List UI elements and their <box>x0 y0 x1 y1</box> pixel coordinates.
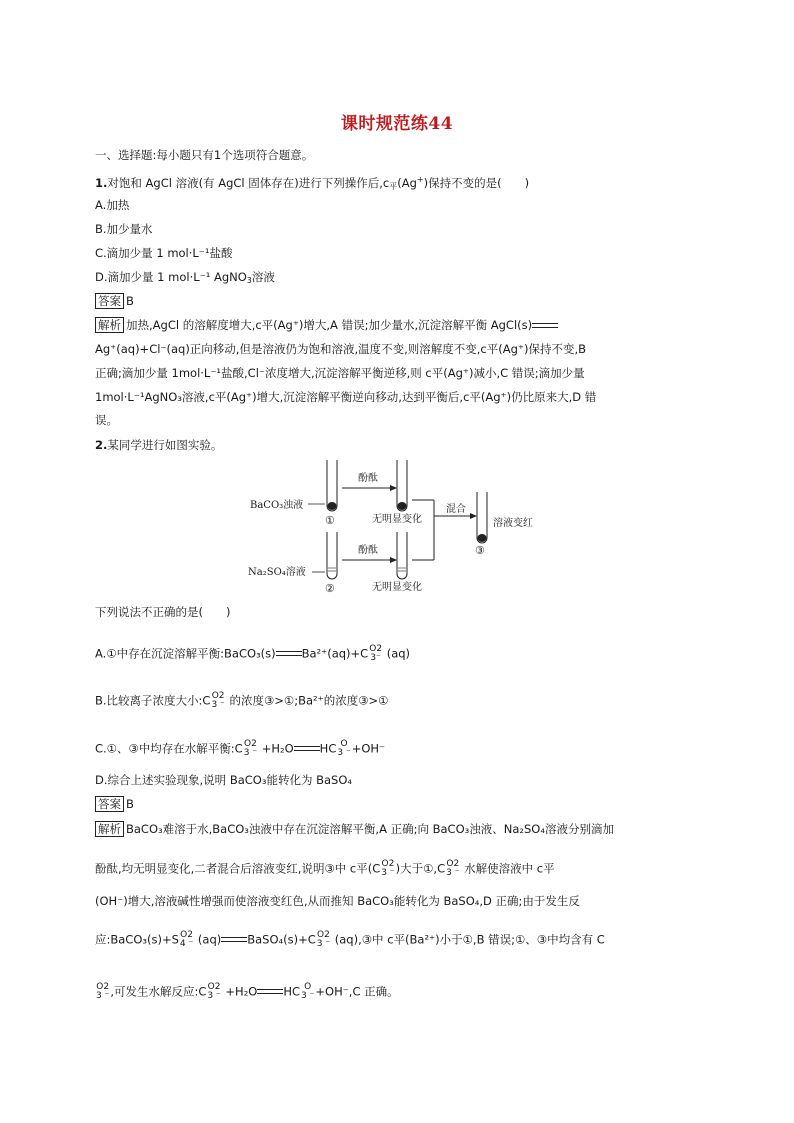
label-phenolphthalein-bottom: 酚酞 <box>358 545 378 556</box>
q1-answer-value: B <box>126 294 134 308</box>
q2-analysis-line-1 <box>95 821 614 837</box>
q1-option-d: D.滴加少量 1 mol·L⁻¹ AgNO$_3$溶液 <box>95 270 275 285</box>
q2-analysis-line-5 <box>95 983 399 1001</box>
q2-analysis-text-5b: ,可发生水解反应:C <box>110 984 207 999</box>
q2-analysis-label: 解析 <box>95 821 124 837</box>
carbonate-ion: O2 3 ⁻ <box>96 982 110 1001</box>
carbonate-ion: O2 3 ⁻ <box>316 930 331 949</box>
label-turns-red: 溶液变红 <box>493 518 533 529</box>
q2-analysis-text-2b: )大于①,C <box>395 861 446 876</box>
carbonate-ion <box>369 645 382 663</box>
q2-option-b-text: B.比较离子浓度大小:C <box>95 693 211 708</box>
q2-analysis-text-5e: +OH⁻,C 正确。 <box>315 984 399 999</box>
q1-analysis-text-1: 加热,AgCl 的溶解度增大,c平(Ag⁺)增大,A 错误;加少量水,沉淀溶解平衡 AgCl(s) <box>126 318 533 332</box>
q2-analysis-line-3: (OH⁻)增大,溶液碱性增强而使溶液变红色,从而推知 BaCO₃能转化为 BaSO₄,D 正确;由于发生反 <box>95 894 580 908</box>
q2-option-a-end: (aq) <box>386 646 411 661</box>
q2-option-b-tail: 的浓度③>①;Ba²⁺的浓度③>① <box>229 693 389 708</box>
co3-top: O <box>369 644 377 654</box>
co3-bottom: 3 <box>370 653 377 663</box>
equilibrium-arrow-icon <box>276 651 302 657</box>
q1-analysis-line-5: 误。 <box>95 413 118 427</box>
q2-answer-value: B <box>126 797 134 811</box>
sulfate-ion: O2 4 ⁻ <box>179 930 194 949</box>
q2-option-d: D.综合上述实验现象,说明 BaCO₃能转化为 BaSO₄ <box>95 773 353 787</box>
q1-stem-text-a: 对饱和 AgCl 溶液(有 AgCl 固体存在)进行下列操作后,c <box>107 176 390 190</box>
q2-analysis-text-4c: BaSO₄(s)+C <box>247 932 316 947</box>
label-num-1: ① <box>325 514 335 527</box>
bicarbonate-ion: O 3 ⁻ <box>337 739 351 758</box>
bicarbonate-ion: O 3 ⁻ <box>301 982 315 1001</box>
co3-top-sup: 2 <box>376 644 383 654</box>
q1-number: 1. <box>95 176 108 190</box>
q1-analysis-line-3: 正确;滴加少量 1mol·L⁻¹盐酸,Cl⁻浓度增大,沉淀溶解平衡逆移,则 c平(Ag⁺)减小,C 错误;滴加少量 <box>95 366 585 380</box>
q2-stem-text: 某同学进行如图实验。 <box>107 438 223 452</box>
q1-option-c: C.滴加少量 1 mol·L⁻¹盐酸 <box>95 246 233 260</box>
label-phenolphthalein-top: 酚酞 <box>358 473 378 484</box>
q2-analysis-text-1: BaCO₃难溶于水,BaCO₃浊液中存在沉淀溶解平衡,A 正确;向 BaCO₃浊液、Na₂SO₄溶液分别滴加 <box>126 822 614 836</box>
q2-analysis-line-4 <box>95 931 605 949</box>
q1-stem: 1.对饱和 AgCl 溶液(有 AgCl 固体存在)进行下列操作后,c平(Ag+)保持不变的是( ) <box>95 175 530 191</box>
carbonate-ion: O2 3 ⁻ <box>243 739 258 758</box>
carbonate-ion: O2 3 ⁻ <box>211 691 225 710</box>
label-no-change-top: 无明显变化 <box>372 514 422 525</box>
label-mix: 混合 <box>446 504 466 515</box>
q2-answer-label: 答案 <box>95 796 124 812</box>
section-heading: 一、选择题:每小题只有1个选项符合题意。 <box>95 148 314 162</box>
carbonate-ion: O2 3 ⁻ <box>446 859 460 878</box>
q2-option-c-end: +OH⁻ <box>351 741 386 756</box>
page-title: 课时规范练44 <box>340 114 454 134</box>
q2-analysis-text-5c: +H₂O <box>225 984 258 999</box>
q2-number: 2. <box>95 438 108 452</box>
q2-analysis-text-4a: 应:BaCO₃(s)+S <box>95 932 179 947</box>
q1-analysis-label: 解析 <box>95 317 124 333</box>
q1-stem-text-b: (Ag <box>397 176 417 190</box>
label-num-2: ② <box>325 582 335 595</box>
equilibrium-arrow-icon <box>257 989 283 995</box>
test-tube-bottom-2 <box>397 532 407 579</box>
q2-analysis-text-4d: (aq),③中 c平(Ba²⁺)小于①,B 错误;①、③中均含有 C <box>334 932 605 947</box>
experiment-diagram <box>248 456 548 596</box>
precipitate-3 <box>478 534 487 542</box>
co3-charge: ⁻ <box>376 653 381 663</box>
label-na2so4: Na₂SO₄溶液 <box>248 567 306 578</box>
equilibrium-arrow-icon <box>532 323 558 329</box>
q2-analysis-text-2c: 水解使溶液中 c平 <box>464 861 555 876</box>
carbonate-ion: O2 3 ⁻ <box>381 859 395 878</box>
q2-option-a-text: A.①中存在沉淀溶解平衡:BaCO₃(s) <box>95 646 276 661</box>
carbonate-ion: O2 3 ⁻ <box>207 982 221 1001</box>
q1-stem-text-c: )保持不变的是( ) <box>423 176 530 190</box>
precipitate-1 <box>328 502 337 510</box>
label-num-3: ③ <box>475 544 485 557</box>
q2-prompt: 下列说法不正确的是( ) <box>95 605 231 619</box>
q1-analysis-line-4: 1mol·L⁻¹AgNO₃溶液,c平(Ag⁺)增大,沉淀溶解平衡逆向移动,达到平衡后,c平(Ag⁺)仍比原来大,D 错 <box>95 390 597 404</box>
q1-option-d-text: D.滴加少量 1 mol·L⁻¹ AgNO <box>95 270 247 284</box>
q2-stem <box>95 437 222 453</box>
q2-option-c <box>95 740 385 758</box>
label-no-change-bottom: 无明显变化 <box>372 582 422 593</box>
q1-answer-label: 答案 <box>95 293 124 309</box>
label-baco3: BaCO₃浊液 <box>250 500 304 511</box>
q2-option-c-water: +H₂O <box>261 741 294 756</box>
q2-option-a-tail: Ba²⁺(aq)+C <box>301 646 369 661</box>
q1-option-a: A.加热 <box>95 198 130 212</box>
q2-analysis-line-2 <box>95 860 555 878</box>
q2-analysis-text-5d: HC <box>283 984 301 999</box>
q2-option-c-text: C.①、③中均存在水解平衡:C <box>95 741 243 756</box>
q2-analysis-text-2a: 酚酞,均无明显变化,二者混合后溶液变红,说明③中 c平(C <box>95 861 381 876</box>
q1-ping: 平 <box>389 182 398 191</box>
q2-analysis-text-4b: (aq) <box>197 932 222 947</box>
equilibrium-arrow-icon <box>294 746 320 752</box>
q1-answer <box>95 293 134 309</box>
q1-option-b: B.加少量水 <box>95 222 153 236</box>
q2-option-a <box>95 645 410 663</box>
equilibrium-arrow-icon <box>221 937 247 943</box>
q2-option-b <box>95 692 388 710</box>
q1-analysis-line-2: Ag⁺(aq)+Cl⁻(aq)正向移动,但是溶液仍为饱和溶液,温度不变,则溶解度不变,c平(Ag⁺)保持不变,B <box>95 342 587 356</box>
q1-analysis-line-1 <box>95 317 558 333</box>
precipitate-top-2 <box>398 502 407 510</box>
q1-option-d-tail: 溶液 <box>251 270 275 284</box>
test-tube-2 <box>327 532 337 579</box>
q2-answer <box>95 796 134 812</box>
q2-option-c-hco3: HC <box>319 741 337 756</box>
